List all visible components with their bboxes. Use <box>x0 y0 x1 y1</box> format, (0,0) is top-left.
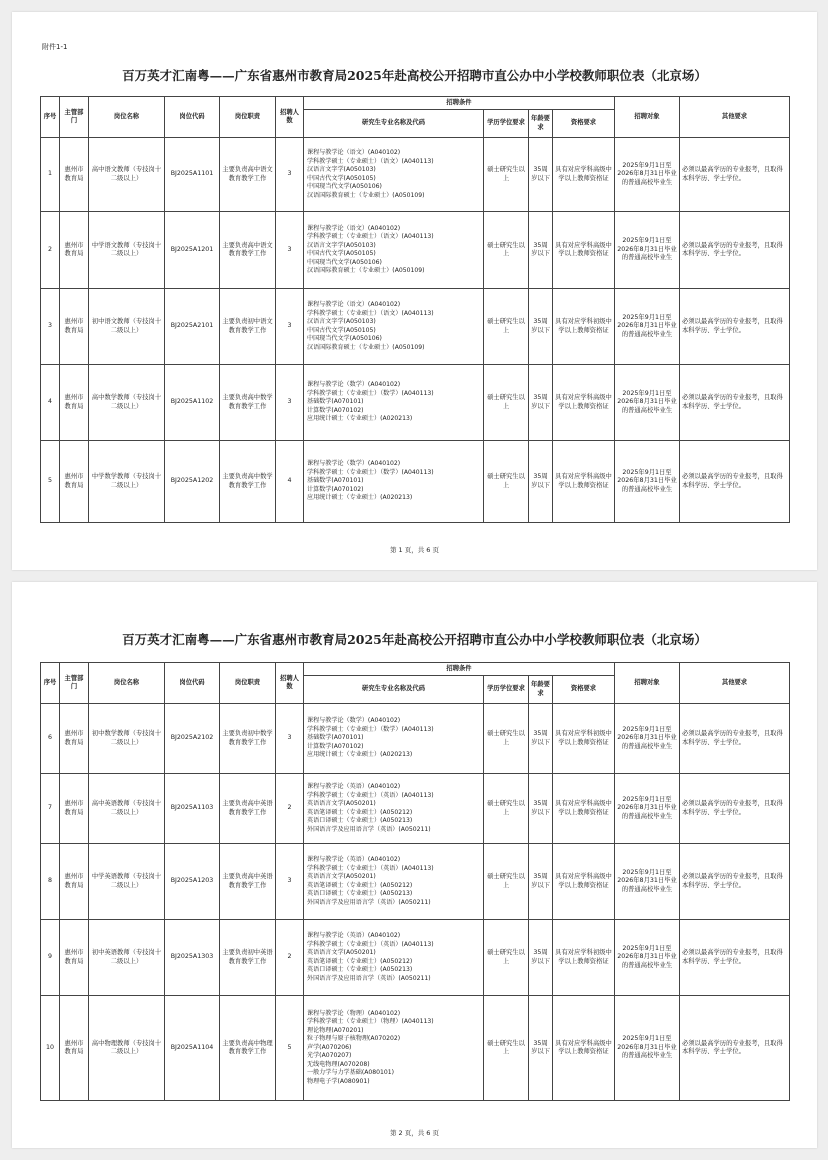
header-age: 年龄要求 <box>529 676 553 704</box>
row-position-code: BJ2025A1201 <box>165 212 220 289</box>
row-other: 必须以最高学历的专业报考，且取得本科学历、学士学位。 <box>680 920 790 996</box>
row-duties: 主要负责初中英语教育教学工作 <box>220 920 276 996</box>
row-majors: 课程与教学论（数学）(A040102) 学科教学硕士（专业硕士）（数学）(A040113) 基础数学(A070101) 计算数学(A070102) 应用统计硕士（专业硕士）(A020213) <box>304 365 484 441</box>
row-duties: 主要负责高中语文教育教学工作 <box>220 212 276 289</box>
row-index: 9 <box>41 920 60 996</box>
table-row <box>41 920 790 996</box>
row-dept: 惠州市教育局 <box>60 774 89 844</box>
row-count: 3 <box>276 844 304 920</box>
row-duties: 主要负责高中语文教育教学工作 <box>220 138 276 212</box>
row-target: 2025年9月1日至2026年8月31日毕业的普通高校毕业生 <box>615 212 680 289</box>
row-position-name: 高中数学教师（专技岗十二级以上） <box>89 365 165 441</box>
row-qualification: 具有对应学科高级中学以上教师资格证 <box>553 212 615 289</box>
table-row <box>41 996 790 1101</box>
row-majors: 课程与教学论（语文）(A040102) 学科教学硕士（专业硕士）（语文）(A040113) 汉语言文字学(A050103) 中国古代文学(A050105) 中国现当代文学(A050106) 汉语国际教育硕士（专业硕士）(A050109) <box>304 289 484 365</box>
header-count: 招聘人数 <box>276 97 304 138</box>
table-row <box>41 774 790 844</box>
header-majors: 研究生专业名称及代码 <box>304 110 484 138</box>
row-qualification: 具有对应学科初级中学以上教师资格证 <box>553 920 615 996</box>
page-title: 百万英才汇南粤——广东省惠州市教育局2025年赴高校公开招聘市直公办中小学校教师职位表（北京场） <box>122 632 707 647</box>
row-count: 4 <box>276 441 304 523</box>
table-row <box>41 704 790 774</box>
header-degree: 学历学位要求 <box>484 676 529 704</box>
header-dept: 主管部门 <box>60 97 89 138</box>
table-row <box>41 365 790 441</box>
attachment-label: 附件1-1 <box>42 43 68 51</box>
row-age: 35周岁以下 <box>529 920 553 996</box>
row-count: 2 <box>276 774 304 844</box>
header-index: 序号 <box>41 663 60 704</box>
row-count: 5 <box>276 996 304 1101</box>
positions-table <box>40 96 790 523</box>
row-index: 4 <box>41 365 60 441</box>
row-position-code: BJ2025A2101 <box>165 289 220 365</box>
row-dept: 惠州市教育局 <box>60 441 89 523</box>
row-dept: 惠州市教育局 <box>60 212 89 289</box>
row-count: 2 <box>276 920 304 996</box>
row-position-code: BJ2025A1101 <box>165 138 220 212</box>
header-conditions: 招聘条件 <box>304 663 615 676</box>
row-target: 2025年9月1日至2026年8月31日毕业的普通高校毕业生 <box>615 365 680 441</box>
row-target: 2025年9月1日至2026年8月31日毕业的普通高校毕业生 <box>615 920 680 996</box>
row-dept: 惠州市教育局 <box>60 289 89 365</box>
row-duties: 主要负责高中英语教育教学工作 <box>220 844 276 920</box>
row-dept: 惠州市教育局 <box>60 844 89 920</box>
positions-table <box>40 662 790 1101</box>
row-degree: 硕士研究生以上 <box>484 774 529 844</box>
row-position-name: 中学语文教师（专技岗十二级以上） <box>89 212 165 289</box>
document-page-1 <box>12 12 817 570</box>
row-degree: 硕士研究生以上 <box>484 920 529 996</box>
row-other: 必须以最高学历的专业报考，且取得本科学历、学士学位。 <box>680 844 790 920</box>
row-majors: 课程与教学论（物理）(A040102) 学科教学硕士（专业硕士）（物理）(A040113) 理论物理(A070201) 粒子物理与原子核物理(A070202) 声学(A070206) 光学(A070207) 无线电物理(A070208) 一般力学与力学基础(A080101) 物理电子学(A080901) <box>304 996 484 1101</box>
row-other: 必须以最高学历的专业报考，且取得本科学历、学士学位。 <box>680 138 790 212</box>
page-footer: 第 1 页，共 6 页 <box>389 546 440 554</box>
table-row <box>41 441 790 523</box>
row-position-code: BJ2025A1303 <box>165 920 220 996</box>
row-position-code: BJ2025A1202 <box>165 441 220 523</box>
header-target: 招聘对象 <box>615 97 680 138</box>
row-degree: 硕士研究生以上 <box>484 365 529 441</box>
row-majors: 课程与教学论（英语）(A040102) 学科教学硕士（专业硕士）（英语）(A040113) 英语语言文学(A050201) 英语笔译硕士（专业硕士）(A050212) 英语口译硕士（专业硕士）(A050213) 外国语言学及应用语言学（英语）(A050211) <box>304 844 484 920</box>
row-degree: 硕士研究生以上 <box>484 289 529 365</box>
row-age: 35周岁以下 <box>529 704 553 774</box>
row-target: 2025年9月1日至2026年8月31日毕业的普通高校毕业生 <box>615 844 680 920</box>
row-position-name: 初中英语教师（专技岗十二级以上） <box>89 920 165 996</box>
row-index: 2 <box>41 212 60 289</box>
header-count: 招聘人数 <box>276 663 304 704</box>
row-majors: 课程与教学论（语文）(A040102) 学科教学硕士（专业硕士）（语文）(A040113) 汉语言文字学(A050103) 中国古代文学(A050105) 中国现当代文学(A050106) 汉语国际教育硕士（专业硕士）(A050109) <box>304 138 484 212</box>
row-qualification: 具有对应学科高级中学以上教师资格证 <box>553 844 615 920</box>
row-age: 35周岁以下 <box>529 138 553 212</box>
row-duties: 主要负责初中数学教育教学工作 <box>220 704 276 774</box>
header-conditions: 招聘条件 <box>304 97 615 110</box>
row-majors: 课程与教学论（语文）(A040102) 学科教学硕士（专业硕士）（语文）(A040113) 汉语言文字学(A050103) 中国古代文学(A050105) 中国现当代文学(A050106) 汉语国际教育硕士（专业硕士）(A050109) <box>304 212 484 289</box>
row-degree: 硕士研究生以上 <box>484 996 529 1101</box>
row-other: 必须以最高学历的专业报考，且取得本科学历、学士学位。 <box>680 212 790 289</box>
row-degree: 硕士研究生以上 <box>484 704 529 774</box>
row-position-code: BJ2025A1103 <box>165 774 220 844</box>
header-target: 招聘对象 <box>615 663 680 704</box>
page-footer: 第 2 页，共 6 页 <box>389 1129 440 1137</box>
row-other: 必须以最高学历的专业报考，且取得本科学历、学士学位。 <box>680 441 790 523</box>
row-target: 2025年9月1日至2026年8月31日毕业的普通高校毕业生 <box>615 774 680 844</box>
row-qualification: 具有对应学科高级中学以上教师资格证 <box>553 138 615 212</box>
row-index: 3 <box>41 289 60 365</box>
row-age: 35周岁以下 <box>529 365 553 441</box>
row-degree: 硕士研究生以上 <box>484 844 529 920</box>
row-age: 35周岁以下 <box>529 774 553 844</box>
row-age: 35周岁以下 <box>529 844 553 920</box>
row-duties: 主要负责高中英语教育教学工作 <box>220 774 276 844</box>
header-duties: 岗位职责 <box>220 97 276 138</box>
row-target: 2025年9月1日至2026年8月31日毕业的普通高校毕业生 <box>615 996 680 1101</box>
row-count: 3 <box>276 365 304 441</box>
row-other: 必须以最高学历的专业报考，且取得本科学历、学士学位。 <box>680 365 790 441</box>
row-majors: 课程与教学论（数学）(A040102) 学科教学硕士（专业硕士）（数学）(A040113) 基础数学(A070101) 计算数学(A070102) 应用统计硕士（专业硕士）(A020213) <box>304 441 484 523</box>
row-qualification: 具有对应学科高级中学以上教师资格证 <box>553 774 615 844</box>
header-degree: 学历学位要求 <box>484 110 529 138</box>
row-other: 必须以最高学历的专业报考，且取得本科学历、学士学位。 <box>680 289 790 365</box>
row-other: 必须以最高学历的专业报考，且取得本科学历、学士学位。 <box>680 996 790 1101</box>
header-other: 其他要求 <box>680 97 790 138</box>
row-count: 3 <box>276 704 304 774</box>
row-position-name: 中学数学教师（专技岗十二级以上） <box>89 441 165 523</box>
row-target: 2025年9月1日至2026年8月31日毕业的普通高校毕业生 <box>615 704 680 774</box>
row-age: 35周岁以下 <box>529 212 553 289</box>
row-count: 3 <box>276 138 304 212</box>
header-dept: 主管部门 <box>60 663 89 704</box>
row-index: 1 <box>41 138 60 212</box>
row-target: 2025年9月1日至2026年8月31日毕业的普通高校毕业生 <box>615 289 680 365</box>
row-age: 35周岁以下 <box>529 996 553 1101</box>
row-position-code: BJ2025A1102 <box>165 365 220 441</box>
row-duties: 主要负责高中数学教育教学工作 <box>220 365 276 441</box>
row-duties: 主要负责初中语文教育教学工作 <box>220 289 276 365</box>
row-dept: 惠州市教育局 <box>60 138 89 212</box>
row-qualification: 具有对应学科高级中学以上教师资格证 <box>553 365 615 441</box>
row-other: 必须以最高学历的专业报考，且取得本科学历、学士学位。 <box>680 704 790 774</box>
row-index: 6 <box>41 704 60 774</box>
table-row <box>41 289 790 365</box>
row-degree: 硕士研究生以上 <box>484 441 529 523</box>
row-degree: 硕士研究生以上 <box>484 138 529 212</box>
row-dept: 惠州市教育局 <box>60 365 89 441</box>
row-qualification: 具有对应学科高级中学以上教师资格证 <box>553 996 615 1101</box>
row-other: 必须以最高学历的专业报考，且取得本科学历、学士学位。 <box>680 774 790 844</box>
header-age: 年龄要求 <box>529 110 553 138</box>
table-row <box>41 844 790 920</box>
row-majors: 课程与教学论（英语）(A040102) 学科教学硕士（专业硕士）（英语）(A040113) 英语语言文学(A050201) 英语笔译硕士（专业硕士）(A050212) 英语口译硕士（专业硕士）(A050213) 外国语言学及应用语言学（英语）(A050211) <box>304 774 484 844</box>
row-count: 3 <box>276 212 304 289</box>
header-qualification: 资格要求 <box>553 110 615 138</box>
row-position-code: BJ2025A2102 <box>165 704 220 774</box>
row-qualification: 具有对应学科初级中学以上教师资格证 <box>553 289 615 365</box>
row-position-name: 初中语文教师（专技岗十二级以上） <box>89 289 165 365</box>
row-target: 2025年9月1日至2026年8月31日毕业的普通高校毕业生 <box>615 441 680 523</box>
header-position-code: 岗位代码 <box>165 97 220 138</box>
header-majors: 研究生专业名称及代码 <box>304 676 484 704</box>
row-qualification: 具有对应学科初级中学以上教师资格证 <box>553 704 615 774</box>
row-position-name: 高中英语教师（专技岗十二级以上） <box>89 774 165 844</box>
row-duties: 主要负责高中物理教育教学工作 <box>220 996 276 1101</box>
row-index: 7 <box>41 774 60 844</box>
row-dept: 惠州市教育局 <box>60 704 89 774</box>
row-target: 2025年9月1日至2026年8月31日毕业的普通高校毕业生 <box>615 138 680 212</box>
table-row <box>41 212 790 289</box>
row-majors: 课程与教学论（英语）(A040102) 学科教学硕士（专业硕士）（英语）(A040113) 英语语言文学(A050201) 英语笔译硕士（专业硕士）(A050212) 英语口译硕士（专业硕士）(A050213) 外国语言学及应用语言学（英语）(A050211) <box>304 920 484 996</box>
row-position-name: 高中物理教师（专技岗十二级以上） <box>89 996 165 1101</box>
header-position-name: 岗位名称 <box>89 663 165 704</box>
row-index: 8 <box>41 844 60 920</box>
header-duties: 岗位职责 <box>220 663 276 704</box>
header-position-name: 岗位名称 <box>89 97 165 138</box>
header-index: 序号 <box>41 97 60 138</box>
row-count: 3 <box>276 289 304 365</box>
header-qualification: 资格要求 <box>553 676 615 704</box>
row-index: 10 <box>41 996 60 1101</box>
row-qualification: 具有对应学科高级中学以上教师资格证 <box>553 441 615 523</box>
header-position-code: 岗位代码 <box>165 663 220 704</box>
document-page-2 <box>12 582 817 1148</box>
page-title: 百万英才汇南粤——广东省惠州市教育局2025年赴高校公开招聘市直公办中小学校教师职位表（北京场） <box>122 68 707 83</box>
row-age: 35周岁以下 <box>529 289 553 365</box>
row-position-code: BJ2025A1203 <box>165 844 220 920</box>
row-position-code: BJ2025A1104 <box>165 996 220 1101</box>
row-position-name: 中学英语教师（专技岗十二级以上） <box>89 844 165 920</box>
row-majors: 课程与教学论（数学）(A040102) 学科教学硕士（专业硕士）（数学）(A040113) 基础数学(A070101) 计算数学(A070102) 应用统计硕士（专业硕士）(A020213) <box>304 704 484 774</box>
row-index: 5 <box>41 441 60 523</box>
row-age: 35周岁以下 <box>529 441 553 523</box>
row-position-name: 初中数学教师（专技岗十二级以上） <box>89 704 165 774</box>
header-other: 其他要求 <box>680 663 790 704</box>
row-dept: 惠州市教育局 <box>60 920 89 996</box>
row-position-name: 高中语文教师（专技岗十二级以上） <box>89 138 165 212</box>
table-row <box>41 138 790 212</box>
row-degree: 硕士研究生以上 <box>484 212 529 289</box>
row-dept: 惠州市教育局 <box>60 996 89 1101</box>
row-duties: 主要负责高中数学教育教学工作 <box>220 441 276 523</box>
